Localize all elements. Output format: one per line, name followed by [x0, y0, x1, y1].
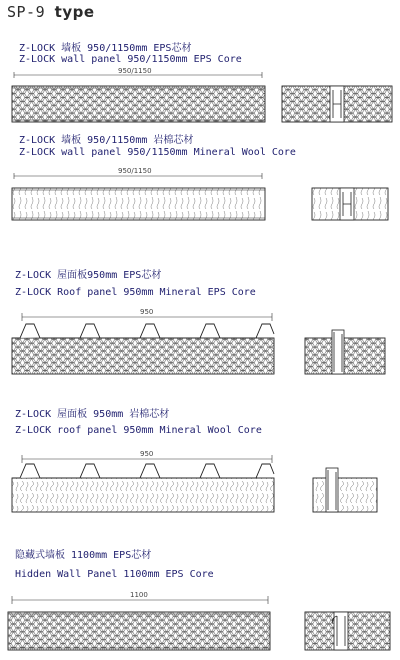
panel-5-en-label: Hidden Wall Panel 1100mm EPS Core	[15, 569, 214, 580]
panel-2-cn-label: Z-LOCK 墙板 950/1150mm 岩棉芯材	[19, 135, 194, 146]
panel-1-cn-label: Z-LOCK 墙板 950/1150mm EPS芯材	[19, 43, 192, 54]
panel-5-dimension: 1100	[130, 591, 148, 599]
panel-4-drawing	[12, 450, 377, 512]
title-suffix: type	[54, 3, 95, 21]
panel-4-en-label: Z-LOCK roof panel 950mm Mineral Wool Core	[15, 425, 262, 436]
panel-4-cn-label: Z-LOCK 屋面板 950mm 岩棉芯材	[15, 409, 170, 420]
panel-3-cn-label: Z-LOCK 屋面板950mm EPS芯材	[15, 270, 162, 281]
panel-2-drawing	[12, 167, 388, 220]
panel-3-en-label: Z-LOCK Roof panel 950mm Mineral EPS Core	[15, 287, 256, 298]
panel-3-dimension: 950	[140, 308, 154, 316]
panel-1-en-label: Z-LOCK wall panel 950/1150mm EPS Core	[19, 54, 242, 65]
panel-1-drawing	[12, 67, 392, 122]
panel-1-dimension: 950/1150	[118, 67, 152, 75]
panel-3-drawing	[12, 308, 385, 374]
panel-5-cn-label: 隐藏式墙板 1100mm EPS芯材	[15, 550, 152, 561]
title-prefix: SP-9	[7, 3, 46, 21]
panel-5-drawing	[8, 591, 390, 650]
panel-4-dimension: 950	[140, 450, 154, 458]
panel-2-en-label: Z-LOCK wall panel 950/1150mm Mineral Wool Core	[19, 147, 296, 158]
panel-2-dimension: 950/1150	[118, 167, 152, 175]
